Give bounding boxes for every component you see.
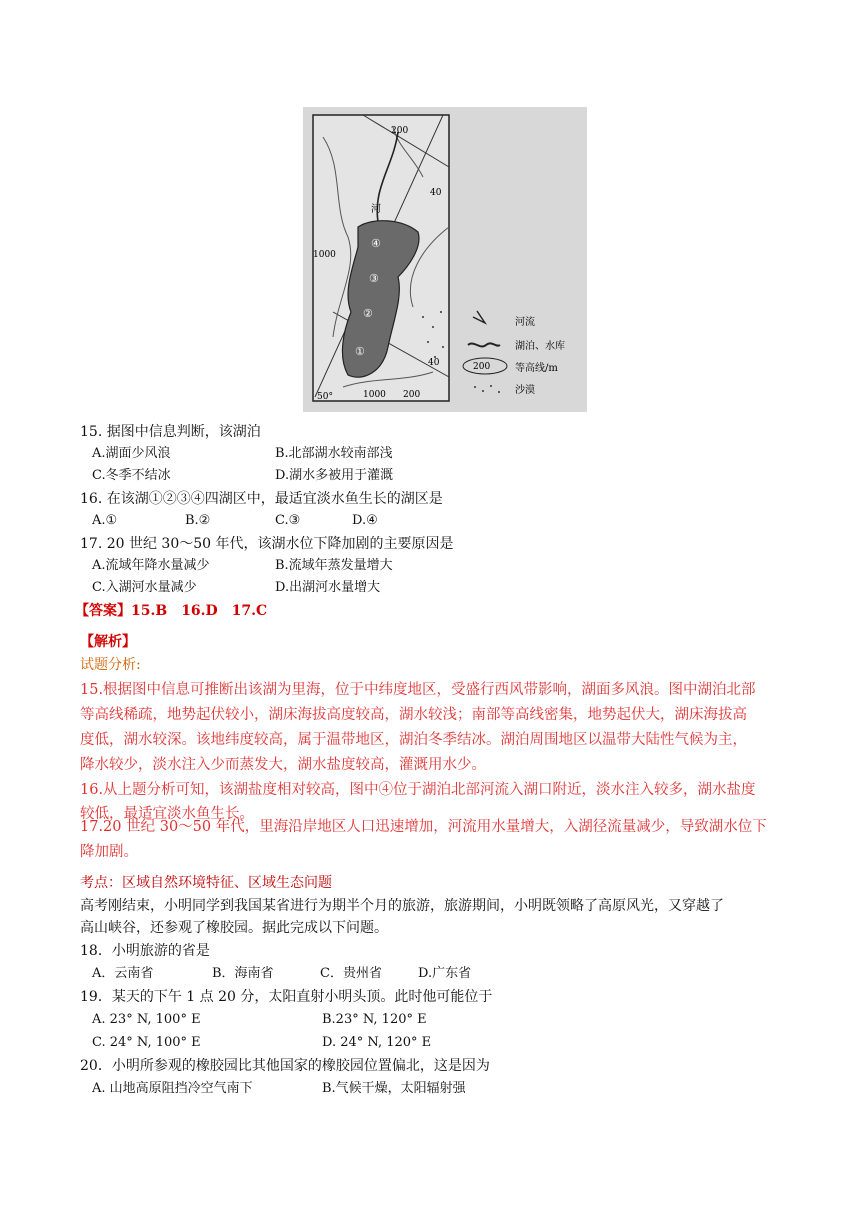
explanation-15-line4: 降水较少，淡水注入少而蒸发大，湖水盐度较高，灌溉用水少。 (80, 757, 486, 773)
map-label: 40 (428, 358, 440, 368)
q19-option-b: B.23° N, 120° E (322, 1012, 427, 1027)
intro-line2: 高山峡谷，还参观了橡胶园。据此完成以下问题。 (80, 920, 388, 936)
intro-line1: 高考刚结束，小明同学到我国某省进行为期半个月的旅游，旅游期间，小明既领略了高原风光，又穿越了 (80, 898, 724, 914)
map-label: 河 (371, 204, 381, 215)
q17-stem: 17. 20 世纪 30～50 年代，该湖水位下降加剧的主要原因是 (80, 536, 454, 552)
q15-option-b: B.北部湖水较南部浅 (275, 446, 393, 461)
desert-legend-icon (474, 385, 500, 393)
analysis-subheading: 试题分析: (80, 657, 141, 673)
kaodian-line: 考点：区域自然环境特征、区域生态问题 (80, 875, 332, 891)
q16-option-b: B.② (185, 513, 211, 528)
map-label: 40 (430, 188, 442, 198)
map-circled-3: ③ (369, 272, 379, 285)
q17-option-a: A.流域年降水量减少 (92, 558, 210, 573)
explanation-17-line1: 17.20 世纪 30～50 年代，里海沿岸地区人口迅速增加，河流用水量增大，入湖径流量减少，导致湖水位下 (80, 819, 767, 835)
q15-option-d: D.湖水多被用于灌溉 (275, 468, 394, 483)
map-label: 1000 (363, 390, 386, 400)
q18-option-c: C．贵州省 (320, 966, 382, 981)
lake-map-figure (303, 107, 587, 412)
q17-option-d: D.出湖河水量增大 (275, 580, 381, 595)
q15-stem: 15. 据图中信息判断，该湖泊 (80, 424, 261, 440)
map-circled-2: ② (363, 307, 373, 320)
explanation-15-line2: 等高线稀疏，地势起伏较小，湖床海拔高度较高，湖水较浅；南部等高线密集，地势起伏大，湖床海拔高 (80, 707, 747, 723)
map-label: 1000 (313, 250, 336, 260)
lake-legend-icon (468, 343, 500, 346)
legend-label: 沙漠 (515, 385, 535, 396)
q19-option-a: A. 23° N, 100° E (92, 1012, 201, 1027)
legend-label: 湖泊、水库 (515, 341, 565, 352)
map-circled-1: ① (355, 345, 365, 358)
q20-stem: 20．小明所参观的橡胶园比其他国家的橡胶园位置偏北，这是因为 (80, 1058, 490, 1074)
map-circled-4: ④ (371, 237, 381, 250)
legend-label: 200 (473, 362, 491, 372)
map-label: 50° (317, 392, 333, 402)
explanation-15-line1: 15.根据图中信息可推断出该湖为里海，位于中纬度地区，受盛行西风带影响，湖面多风浪。图中湖泊北部 (80, 682, 756, 698)
q16-option-c: C.③ (275, 513, 301, 528)
explanation-16-line1: 16.从上题分析可知，该湖盐度相对较高，图中④位于湖泊北部河流入湖口附近，淡水注入较多，湖水盐度 (80, 782, 756, 798)
river-legend-icon (473, 311, 485, 323)
explanation-16-line2: 较低，最适宜淡水鱼生长。 (80, 806, 254, 822)
q18-option-d: D.广东省 (418, 966, 472, 981)
explanation-15-line3: 度低，湖水较深。该地纬度较高，属于温带地区，湖泊冬季结冰。湖泊周围地区以温带大陆性气候为主， (80, 732, 747, 748)
q19-option-c: C. 24° N, 100° E (92, 1035, 201, 1050)
q15-option-a: A.湖面少风浪 (92, 446, 171, 461)
map-label: 200 (403, 390, 421, 400)
q16-stem: 16. 在该湖①②③④四湖区中，最适宜淡水鱼生长的湖区是 (80, 491, 443, 507)
q18-option-b: B．海南省 (212, 966, 274, 981)
q18-stem: 18．小明旅游的省是 (80, 943, 210, 959)
analysis-heading: 【解析】 (80, 634, 136, 650)
answer-line: 【答案】15.B 16.D 17.C (75, 603, 268, 619)
q16-option-a: A.① (92, 513, 118, 528)
q15-option-c: C.冬季不结冰 (92, 468, 171, 483)
legend-label: 河流 (515, 317, 535, 328)
q18-option-a: A．云南省 (92, 966, 154, 981)
q20-option-b: B.气候干燥，太阳辐射强 (322, 1081, 466, 1096)
q17-option-b: B.流域年蒸发量增大 (275, 558, 393, 573)
lake-map-svg (303, 107, 587, 412)
q19-option-d: D. 24° N, 120° E (322, 1035, 432, 1050)
legend-label: 等高线/m (515, 363, 558, 374)
q17-option-c: C.入湖河水量减少 (92, 580, 197, 595)
q20-option-a: A. 山地高原阻挡冷空气南下 (92, 1081, 253, 1096)
q16-option-d: D.④ (352, 513, 378, 528)
map-label: 200 (391, 126, 409, 136)
explanation-17-line2: 降加剧。 (80, 844, 138, 860)
q19-stem: 19．某天的下午 1 点 20 分，太阳直射小明头顶。此时他可能位于 (80, 989, 493, 1005)
